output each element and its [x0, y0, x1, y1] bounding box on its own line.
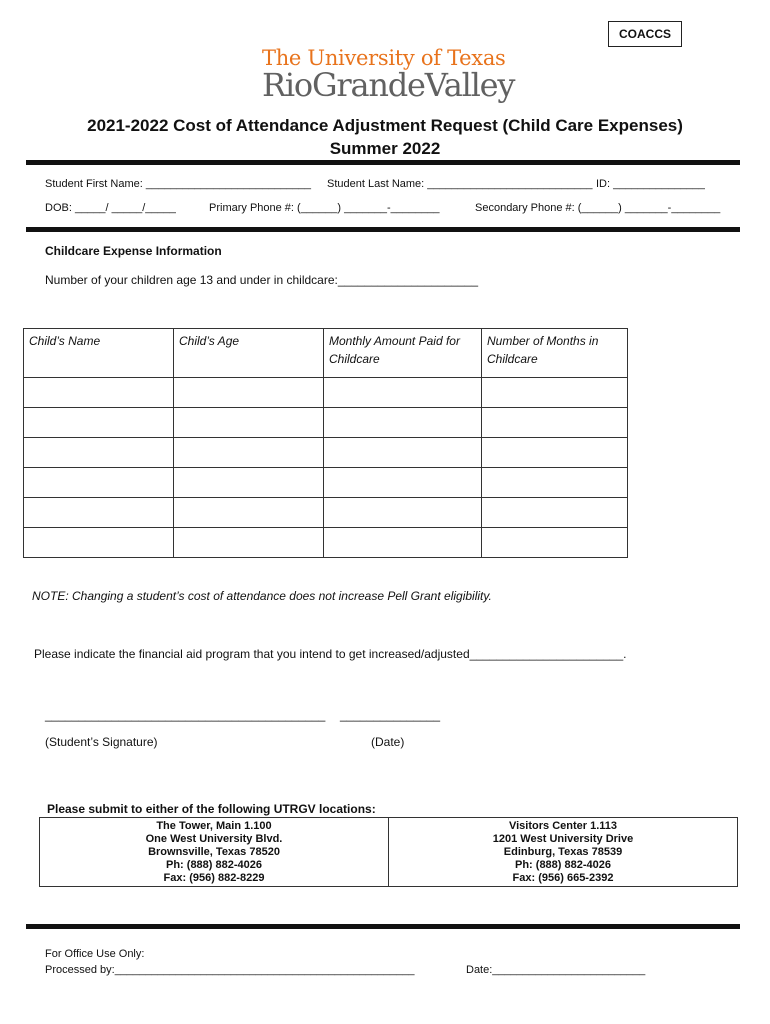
- table-cell[interactable]: [174, 468, 324, 498]
- table-cell[interactable]: [482, 378, 628, 408]
- table-cell[interactable]: [324, 528, 482, 558]
- location-edinburg: [388, 818, 737, 886]
- submit-locations-heading: Please submit to either of the following UTRGV locations:: [47, 802, 376, 816]
- last-name-field[interactable]: Student Last Name: ___________________________: [327, 178, 593, 190]
- form-subtitle: Summer 2022: [329, 139, 441, 158]
- table-row: [24, 438, 628, 468]
- table-cell[interactable]: [482, 498, 628, 528]
- table-cell[interactable]: [324, 378, 482, 408]
- location-city: Brownsville, Texas 78520: [148, 846, 280, 858]
- locations-box: [39, 817, 738, 887]
- column-header-monthly-amount: Monthly Amount Paid for Childcare: [324, 329, 482, 378]
- university-logo-line2: RioGrandeValley: [262, 66, 515, 104]
- location-name: Visitors Center 1.113: [508, 820, 618, 832]
- primary-phone-field[interactable]: Primary Phone #: (______) _______-________: [209, 202, 440, 214]
- table-cell[interactable]: [174, 438, 324, 468]
- location-fax: Fax: (956) 882-8229: [163, 872, 265, 884]
- table-cell[interactable]: [324, 438, 482, 468]
- column-header-child-name: Child’s Name: [24, 329, 174, 378]
- secondary-phone-field[interactable]: Secondary Phone #: (______) _______-________: [475, 202, 721, 214]
- processed-by-field[interactable]: Processed by:_________________________________________________: [45, 964, 415, 976]
- location-brownsville: [40, 818, 388, 886]
- column-header-child-age: Child’s Age: [174, 329, 324, 378]
- table-cell[interactable]: [324, 408, 482, 438]
- table-header-row: [24, 329, 628, 378]
- student-id-field[interactable]: ID: _______________: [596, 178, 705, 190]
- location-name: The Tower, Main 1.100: [156, 820, 272, 832]
- table-cell[interactable]: [24, 408, 174, 438]
- divider-bottom: [26, 924, 740, 929]
- table-row: [24, 528, 628, 558]
- childcare-heading: Childcare Expense Information: [45, 244, 222, 258]
- table-cell[interactable]: [482, 408, 628, 438]
- signature-label: (Student’s Signature): [45, 735, 158, 749]
- table-cell[interactable]: [482, 468, 628, 498]
- table-cell[interactable]: [24, 528, 174, 558]
- location-street: One West University Blvd.: [145, 833, 283, 845]
- dob-field[interactable]: DOB: _____/ _____/_____: [45, 202, 176, 214]
- table-cell[interactable]: [324, 498, 482, 528]
- signature-line[interactable]: __________________________________________: [45, 708, 326, 722]
- form-code-box: COACCS: [608, 21, 682, 47]
- location-fax: Fax: (956) 665-2392: [512, 872, 614, 884]
- table-row: [24, 468, 628, 498]
- table-cell[interactable]: [174, 528, 324, 558]
- signature-date-label: (Date): [371, 735, 405, 749]
- table-cell[interactable]: [24, 468, 174, 498]
- table-cell[interactable]: [24, 498, 174, 528]
- pell-grant-note: NOTE: Changing a student’s cost of attendance does not increase Pell Grant eligibility.: [32, 589, 492, 603]
- location-street: 1201 West University Drive: [492, 833, 634, 845]
- table-cell[interactable]: [482, 438, 628, 468]
- table-cell[interactable]: [482, 528, 628, 558]
- table-cell[interactable]: [24, 438, 174, 468]
- financial-aid-program-field[interactable]: Please indicate the financial aid program that you intend to get increased/adjusted_______________________.: [34, 647, 627, 661]
- signature-date-line[interactable]: _______________: [340, 708, 441, 722]
- location-city: Edinburg, Texas 78539: [503, 846, 623, 858]
- table-cell[interactable]: [174, 498, 324, 528]
- location-phone: Ph: (888) 882-4026: [515, 859, 611, 871]
- university-logo-line1: The University of Texas: [262, 46, 506, 70]
- table-cell[interactable]: [24, 378, 174, 408]
- table-row: [24, 408, 628, 438]
- office-date-field[interactable]: Date:_________________________: [466, 964, 646, 976]
- table-cell[interactable]: [324, 468, 482, 498]
- form-title: 2021-2022 Cost of Attendance Adjustment Request (Child Care Expenses): [87, 116, 683, 135]
- divider-middle: [26, 227, 740, 232]
- first-name-field[interactable]: Student First Name: ___________________________: [45, 178, 312, 190]
- divider-top: [26, 160, 740, 165]
- table-cell[interactable]: [174, 378, 324, 408]
- table-cell[interactable]: [174, 408, 324, 438]
- location-phone: Ph: (888) 882-4026: [166, 859, 262, 871]
- office-use-heading: For Office Use Only:: [45, 948, 145, 960]
- table-row: [24, 498, 628, 528]
- childcare-table: [23, 328, 628, 558]
- table-row: [24, 378, 628, 408]
- column-header-months: Number of Months in Childcare: [482, 329, 628, 378]
- children-count-field[interactable]: Number of your children age 13 and under in childcare:_____________________: [45, 273, 478, 287]
